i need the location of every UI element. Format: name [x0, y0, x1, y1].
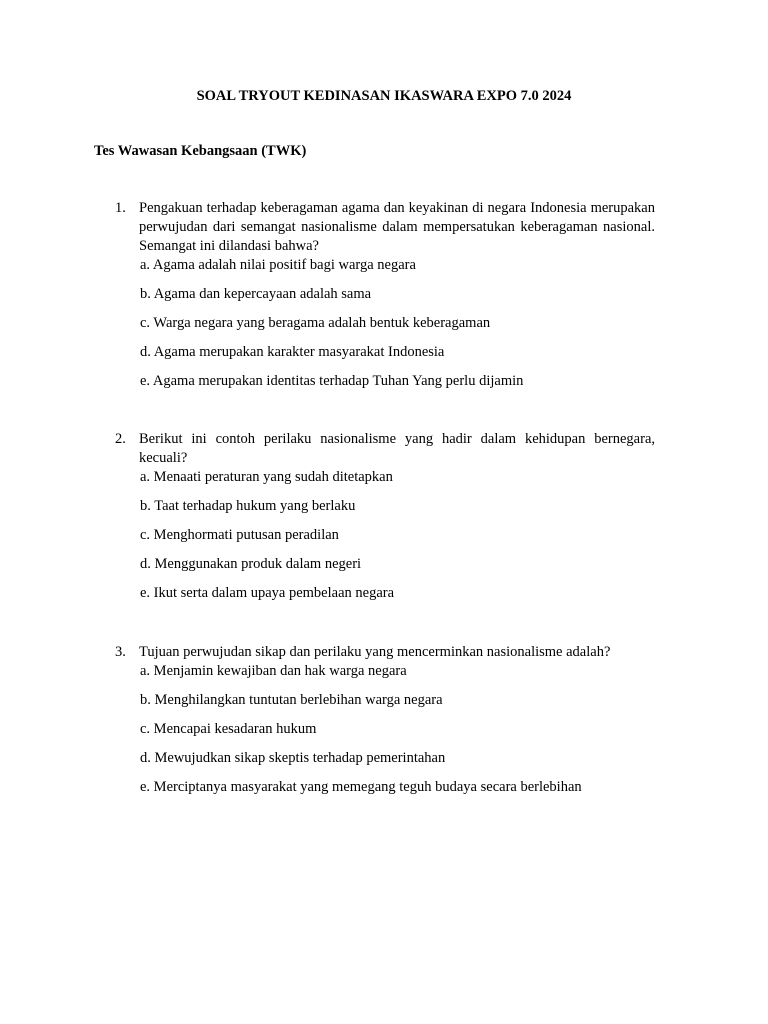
option-d: d. Menggunakan produk dalam negeri — [140, 556, 362, 572]
option-b: b. Taat terhadap hukum yang berlaku — [140, 498, 356, 514]
question-number: 3. — [115, 644, 126, 660]
option-b: b. Agama dan kepercayaan adalah sama — [140, 286, 372, 302]
option-b: b. Menghilangkan tuntutan berlebihan warga negara — [140, 692, 443, 708]
question-text: Tujuan perwujudan sikap dan perilaku yang mencerminkan nasionalisme adalah? — [139, 644, 611, 660]
option-a: a. Agama adalah nilai positif bagi warga negara — [140, 257, 416, 273]
question-text: Berikut ini contoh perilaku nasionalisme yang hadir dalam kehidupan bernegara, kecuali? — [139, 431, 655, 466]
question-number: 2. — [115, 431, 126, 447]
answer-options — [140, 256, 655, 391]
question-1 — [94, 199, 655, 401]
option-d: d. Mewujudkan sikap skeptis terhadap pemerintahan — [140, 750, 446, 766]
option-c: c. Menghormati putusan peradilan — [140, 527, 339, 543]
answer-options — [140, 468, 655, 603]
option-a: a. Menjamin kewajiban dan hak warga negara — [140, 663, 407, 679]
option-c: c. Mencapai kesadaran hukum — [140, 721, 317, 737]
question-number: 1. — [115, 200, 126, 216]
question-text: Pengakuan terhadap keberagaman agama dan keyakinan di negara Indonesia merupakan perwujudan dari semangat nasionalisme dalam mempersatukan keberagaman nasional. Semangat ini dilandasi bahwa? — [139, 200, 655, 254]
answer-options — [140, 662, 655, 797]
section-title: Tes Wawasan Kebangsaan (TWK) — [94, 143, 307, 159]
question-2 — [94, 430, 655, 613]
option-c: c. Warga negara yang beragama adalah bentuk keberagaman — [140, 315, 491, 331]
option-a: a. Menaati peraturan yang sudah ditetapkan — [140, 469, 393, 485]
option-e: e. Merciptanya masyarakat yang memegang teguh budaya secara berlebihan — [140, 779, 582, 795]
question-3 — [94, 643, 655, 807]
document-title: SOAL TRYOUT KEDINASAN IKASWARA EXPO 7.0 2024 — [196, 88, 572, 104]
option-d: d. Agama merupakan karakter masyarakat Indonesia — [140, 344, 445, 360]
option-e: e. Ikut serta dalam upaya pembelaan negara — [140, 585, 395, 601]
option-e: e. Agama merupakan identitas terhadap Tuhan Yang perlu dijamin — [140, 373, 524, 389]
